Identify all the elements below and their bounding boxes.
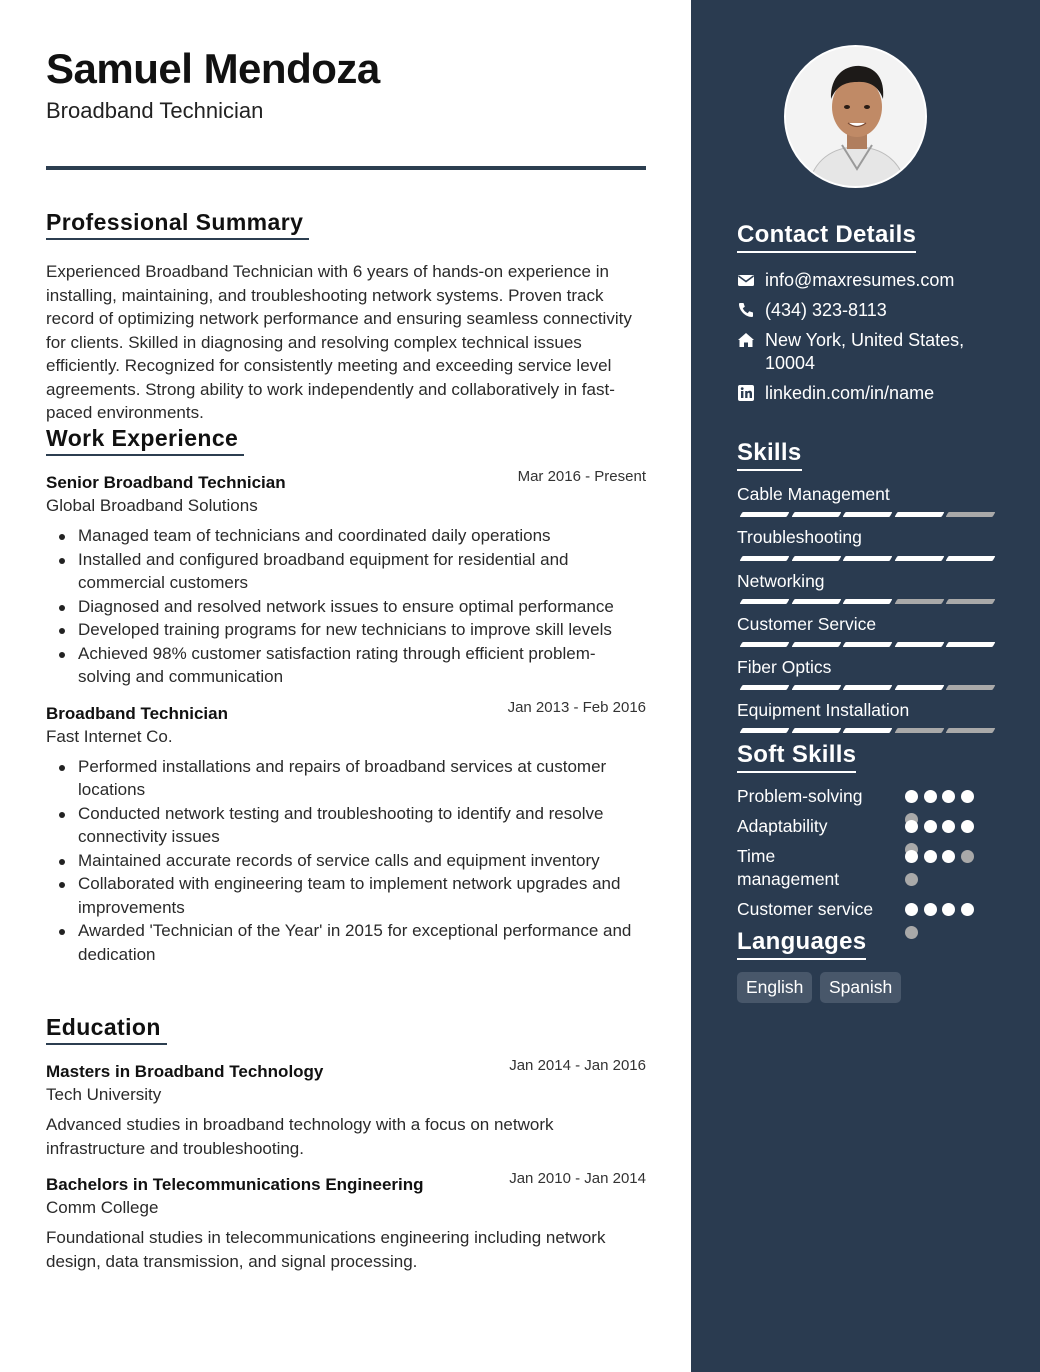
rating-dot — [905, 850, 918, 863]
email-text: info@maxresumes.com — [765, 270, 955, 290]
skill-bar-segment — [740, 642, 790, 647]
job-date: Jan 2013 - Feb 2016 — [507, 698, 646, 716]
skill-name: Equipment Installation — [737, 700, 910, 720]
sidebar — [691, 0, 1040, 1372]
skill-bar-segment — [843, 556, 893, 561]
education-desc: Advanced studies in broadband technology with a focus on network infrastructure and troubleshooting. — [46, 1115, 554, 1158]
soft-skill-rating — [905, 790, 985, 806]
rating-dot — [905, 873, 918, 886]
education-title: Education — [46, 1013, 167, 1045]
education-entry — [46, 1170, 646, 1273]
skills-title: Skills — [737, 439, 802, 471]
skill-bar-segment — [791, 512, 841, 517]
school-name: Tech University — [46, 1085, 162, 1104]
contact-address — [737, 329, 997, 375]
contact-title: Contact Details — [737, 221, 916, 253]
education-header — [46, 1170, 646, 1196]
education-entry — [46, 1057, 646, 1160]
phone-icon — [737, 301, 755, 319]
skill-bar-segment — [791, 685, 841, 690]
job-title: Senior Broadband Technician — [46, 473, 286, 492]
job-date: Mar 2016 - Present — [517, 468, 646, 485]
soft-skill-name: Adaptability — [737, 816, 828, 836]
bullet-item: Achieved 98% customer satisfaction rating through efficient problem-solving and communication — [46, 642, 646, 689]
job-company: Fast Internet Co. — [46, 726, 173, 746]
linkedin-text: linkedin.com/in/name — [765, 383, 935, 403]
profile-photo — [784, 45, 927, 188]
skill-bar-segment — [894, 512, 944, 517]
skill-bar-segment — [740, 685, 790, 690]
rating-dot — [924, 790, 937, 803]
bullet-item: Performed installations and repairs of broadband services at customer locations — [46, 755, 646, 802]
summary-text: Experienced Broadband Technician with 6 years of hands-on experience in installing, maintaining, and troubleshooting network systems. Proven track record of optimizing network performance and ensuring seamless connectivity for clients. Skilled in diagnosing and resolving complex technical issues efficiently. Recognized for consistently meeting and exceeding service level agreements. Strong ability to work independently and collaboratively in fast-paced environments. — [46, 262, 632, 422]
skill-bar-segment — [740, 556, 790, 561]
skill-bar-segment — [791, 642, 841, 647]
contact-linkedin[interactable] — [737, 382, 997, 405]
linkedin-icon — [737, 384, 755, 402]
job-header — [46, 698, 646, 725]
soft-skill-name: Time management — [737, 846, 840, 889]
bullet-item: Diagnosed and resolved network issues to ensure optimal performance — [46, 595, 646, 619]
bullet-item: Conducted network testing and troubleshooting to identify and resolve connectivity issues — [46, 802, 646, 849]
soft-skills-title: Soft Skills — [737, 741, 856, 773]
rating-dot — [905, 790, 918, 803]
education-section — [46, 1013, 646, 1273]
degree-title: Masters in Broadband Technology — [46, 1062, 324, 1081]
rating-dot — [924, 850, 937, 863]
job-entry — [46, 698, 646, 967]
school-name: Comm College — [46, 1198, 159, 1217]
summary-section — [46, 208, 646, 425]
bullet-item: Developed training programs for new technicians to improve skill levels — [46, 618, 646, 642]
job-title: Broadband Technician — [46, 703, 228, 723]
skill-bar — [737, 642, 993, 648]
education-date: Jan 2014 - Jan 2016 — [509, 1057, 646, 1074]
language-tag: English — [737, 972, 812, 1003]
language-tag: Spanish — [820, 972, 901, 1003]
skill-bar — [737, 685, 993, 691]
rating-dot — [942, 850, 955, 863]
bullet-item: Collaborated with engineering team to implement network upgrades and improvements — [46, 872, 646, 919]
skill-bar-segment — [791, 728, 841, 733]
rating-dot — [961, 850, 974, 863]
avatar-icon — [786, 47, 927, 188]
skill-bar-segment — [740, 512, 790, 517]
degree-title: Bachelors in Telecommunications Engineering — [46, 1175, 424, 1194]
soft-skill-name: Customer service — [737, 899, 874, 919]
soft-skill-rating — [905, 903, 985, 919]
bullet-item: Installed and configured broadband equipment for residential and commercial customers — [46, 548, 646, 595]
skill-bar — [737, 556, 993, 562]
skill-bar-segment — [894, 599, 944, 604]
skill-name: Cable Management — [737, 484, 890, 504]
rating-dot — [942, 790, 955, 803]
contact-email[interactable] — [737, 269, 997, 292]
skill-bar-segment — [843, 642, 893, 647]
skill-bar-segment — [791, 599, 841, 604]
education-desc: Foundational studies in telecommunications engineering including network design, data transmission, and signal processing. — [46, 1228, 606, 1271]
skill-name: Fiber Optics — [737, 657, 832, 677]
skill-bar-segment — [946, 728, 996, 733]
rating-dot — [924, 903, 937, 916]
skill-name: Networking — [737, 571, 825, 591]
envelope-icon — [737, 271, 755, 289]
experience-title: Work Experience — [46, 424, 244, 456]
soft-skill-name: Problem-solving — [737, 786, 863, 806]
rating-dot — [905, 903, 918, 916]
education-date: Jan 2010 - Jan 2014 — [509, 1170, 646, 1187]
rating-dot — [961, 820, 974, 833]
job-bullets — [46, 755, 646, 967]
skill-bar-segment — [843, 728, 893, 733]
rating-dot — [924, 820, 937, 833]
resume-header — [46, 40, 646, 124]
languages-title: Languages — [737, 928, 866, 960]
skill-bar-segment — [946, 556, 996, 561]
skill-bar-segment — [946, 512, 996, 517]
experience-section — [46, 424, 646, 966]
rating-dot — [905, 820, 918, 833]
job-company: Global Broadband Solutions — [46, 496, 258, 515]
rating-dot — [942, 820, 955, 833]
header-divider — [46, 166, 646, 170]
skill-bar-segment — [946, 642, 996, 647]
skill-bar-segment — [894, 642, 944, 647]
skill-bar — [737, 599, 993, 605]
job-bullets — [46, 524, 646, 689]
job-entry — [46, 468, 646, 689]
bullet-item: Managed team of technicians and coordinated daily operations — [46, 524, 646, 548]
candidate-name: Samuel Mendoza — [46, 45, 380, 92]
skill-bar-segment — [894, 685, 944, 690]
skill-bar — [737, 728, 993, 734]
skill-bar — [737, 512, 993, 518]
phone-text: (434) 323-8113 — [765, 300, 887, 320]
skill-bar-segment — [740, 728, 790, 733]
skill-bar-segment — [894, 728, 944, 733]
soft-skill-rating — [905, 820, 985, 836]
skill-bar-segment — [894, 556, 944, 561]
education-header — [46, 1057, 646, 1083]
job-header — [46, 468, 646, 494]
bullet-item: Awarded 'Technician of the Year' in 2015 for exceptional performance and dedication — [46, 919, 646, 966]
rating-dot — [961, 790, 974, 803]
skill-bar-segment — [740, 599, 790, 604]
skill-bar-segment — [843, 512, 893, 517]
skill-bar-segment — [946, 685, 996, 690]
soft-skill-rating — [905, 850, 985, 866]
address-text: New York, United States, 10004 — [765, 330, 965, 373]
candidate-role: Broadband Technician — [46, 98, 264, 123]
summary-title: Professional Summary — [46, 208, 309, 240]
contact-phone[interactable] — [737, 299, 997, 322]
bullet-item: Maintained accurate records of service calls and equipment inventory — [46, 849, 646, 873]
skill-bar-segment — [946, 599, 996, 604]
home-icon — [737, 331, 755, 349]
rating-dot — [942, 903, 955, 916]
rating-dot — [905, 926, 918, 939]
skill-bar-segment — [791, 556, 841, 561]
skill-bar-segment — [843, 599, 893, 604]
skill-bar-segment — [843, 685, 893, 690]
rating-dot — [961, 903, 974, 916]
skill-name: Customer Service — [737, 614, 877, 634]
skill-name: Troubleshooting — [737, 527, 862, 547]
